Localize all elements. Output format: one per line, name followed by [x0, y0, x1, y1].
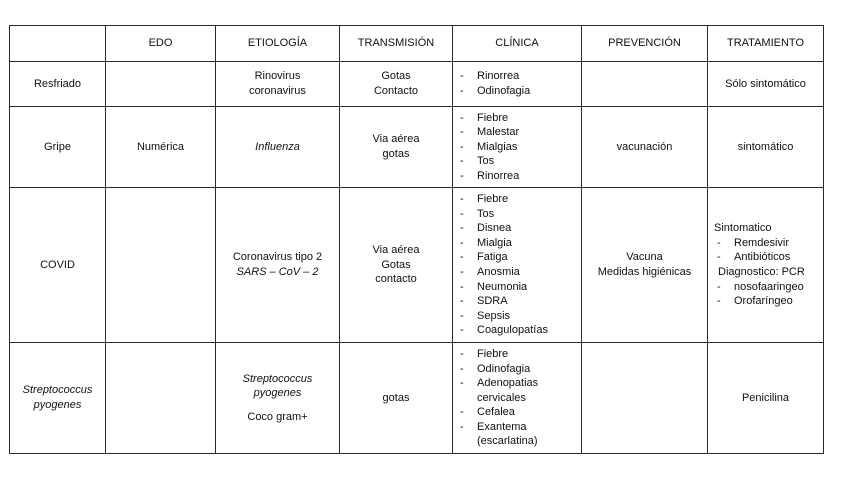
etiologia-line: SARS – CoV – 2 [236, 266, 319, 278]
header-cell-transmision: TRANSMISIÓN [340, 26, 453, 62]
transmision-line: Contacto [373, 85, 419, 97]
transmision-line: Gotas [381, 70, 411, 83]
etiologia-line: Coco gram+ [247, 410, 308, 423]
header-cell-tratamiento: TRATAMIENTO [708, 26, 824, 62]
clinica-item: - Coagulopatías [456, 323, 578, 338]
edo-cell [106, 188, 216, 343]
clinica-item: - Fiebre [456, 192, 578, 207]
header-row [10, 26, 824, 62]
transmision-line: Via aérea [372, 133, 420, 146]
disease-name [10, 343, 106, 454]
transmision-line: gotas [382, 391, 410, 404]
clinica-item: - Anosmia [456, 265, 578, 280]
transmision-line: Gotas [381, 258, 411, 271]
clinica-item: - Cefalea [456, 405, 578, 420]
disease-name-line: pyogenes [33, 399, 82, 411]
clinica-cell [453, 188, 582, 343]
clinica-item: - Tos [456, 207, 578, 222]
tratamiento-item: - Remdesivir [714, 236, 820, 251]
clinica-list [456, 69, 578, 98]
transmision-cell [340, 188, 453, 343]
prevencion-cell [582, 188, 708, 343]
prevencion-cell [582, 343, 708, 454]
etiologia-line: Influenza [255, 140, 300, 153]
diagnostico-list [714, 280, 820, 309]
disease-name: COVID [10, 188, 106, 343]
etiologia-line: coronavirus [249, 85, 306, 97]
etiologia-line: Coronavirus tipo 2 [232, 251, 323, 264]
table-row-covid [10, 188, 824, 343]
clinica-cell [453, 62, 582, 107]
clinica-item: - Mialgias [456, 140, 578, 155]
header-cell-prevencion: PREVENCIÓN [582, 26, 708, 62]
etiologia-line: pyogenes [253, 387, 302, 400]
header-cell-blank [10, 26, 106, 62]
disease-name-line: Streptococcus [22, 384, 93, 397]
clinica-item: - Neumonia [456, 280, 578, 295]
clinica-item: - Odinofagia [456, 84, 578, 99]
clinica-item: - Rinorrea [456, 69, 578, 84]
tratamiento-cell: Penicilina [708, 343, 824, 454]
etiologia-cell [216, 343, 340, 454]
header-cell-etiologia: ETIOLOGÍA [216, 26, 340, 62]
tratamiento-item: - Antibióticos [714, 250, 820, 265]
transmision-cell [340, 107, 453, 188]
table-row-gripe [10, 107, 824, 188]
clinica-item: - Fatiga [456, 250, 578, 265]
prevencion-cell [582, 107, 708, 188]
transmision-line: contacto [375, 273, 417, 286]
etiologia-cell [216, 62, 340, 107]
table-row-resfriado [10, 62, 824, 107]
tratamiento-heading: Sintomatico [714, 222, 772, 235]
clinica-item: - Fiebre [456, 111, 578, 126]
disease-name: Resfriado [10, 62, 106, 107]
etiologia-line: Streptococcus [242, 372, 313, 385]
clinica-item: - Exantema (escarlatina) [456, 420, 578, 449]
clinica-item: - Mialgia [456, 236, 578, 251]
clinica-item: - Adenopatias cervicales [456, 376, 578, 405]
clinica-item: - Rinorrea [456, 169, 578, 184]
tratamiento-cell [708, 188, 824, 343]
clinica-cell [453, 343, 582, 454]
clinica-item: - SDRA [456, 294, 578, 309]
prevencion-line: Vacuna [626, 251, 663, 264]
clinica-list [456, 192, 578, 338]
diagnostico-heading: Diagnostico: PCR [718, 266, 805, 278]
clinica-list [456, 111, 578, 184]
edo-cell: Numérica [106, 107, 216, 188]
disease-name: Gripe [10, 107, 106, 188]
table-row-streptococcus [10, 343, 824, 454]
transmision-cell [340, 62, 453, 107]
etiologia-line: Rinovirus [254, 70, 301, 83]
prevencion-line: Medidas higiénicas [597, 266, 692, 278]
clinica-item: - Disnea [456, 221, 578, 236]
prevencion-line: vacunación [616, 140, 673, 153]
header-cell-clinica: CLÍNICA [453, 26, 582, 62]
transmision-line: gotas [382, 148, 410, 160]
etiologia-cell [216, 107, 340, 188]
diseases-table [9, 25, 824, 454]
header-cell-edo: EDO [106, 26, 216, 62]
tratamiento-list [714, 236, 820, 265]
diagnostico-item: - nosofaaringeo [714, 280, 820, 295]
tratamiento-cell: sintomático [708, 107, 824, 188]
clinica-list [456, 347, 578, 449]
transmision-line: Via aérea [372, 244, 420, 257]
clinica-cell [453, 107, 582, 188]
clinica-item: - Fiebre [456, 347, 578, 362]
edo-cell [106, 62, 216, 107]
clinica-item: - Sepsis [456, 309, 578, 324]
prevencion-cell [582, 62, 708, 107]
clinica-item: - Malestar [456, 125, 578, 140]
transmision-cell [340, 343, 453, 454]
edo-cell [106, 343, 216, 454]
clinica-item: - Tos [456, 154, 578, 169]
tratamiento-cell: Sólo sintomático [708, 62, 824, 107]
diagnostico-item: - Orofaríngeo [714, 294, 820, 309]
etiologia-cell [216, 188, 340, 343]
tratamiento-block [711, 221, 820, 309]
clinica-item: - Odinofagia [456, 362, 578, 377]
